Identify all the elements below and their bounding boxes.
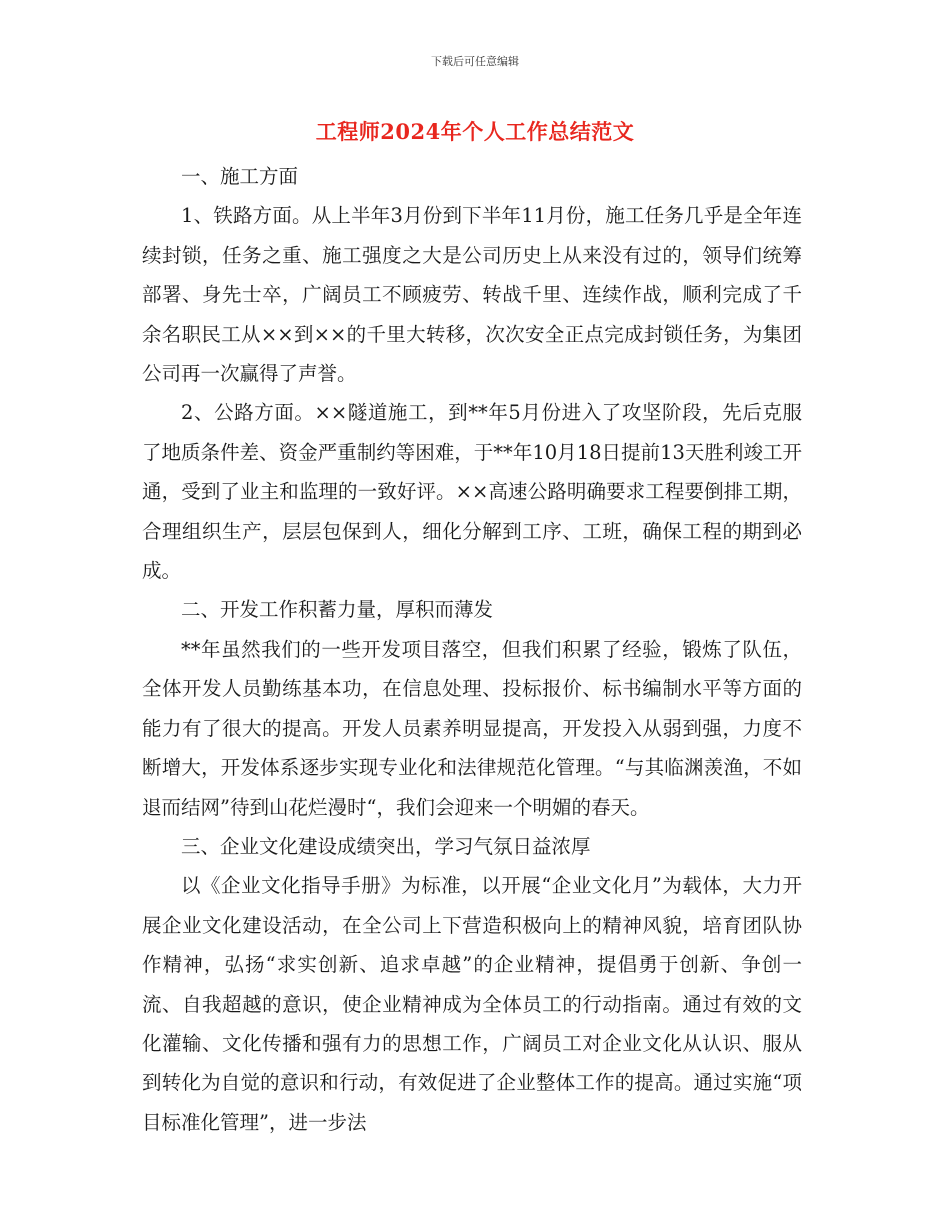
paragraph-development: **年虽然我们的一些开发项目落空，但我们积累了经验，锻炼了队伍，全体开发人员勤练基本功，在信息处理、投标报价、标书编制水平等方面的能力有了很大的提高。开发人员素养明显提高，开发投入从弱到强，力度不断增大，开发体系逐步实现专业化和法律规范化管理。“与其临渊羡渔，不如退而结网”待到山花烂漫时“，我们会迎来一个明媚的春天。 bbox=[142, 637, 802, 819]
header-note: 下载后可任意编辑 bbox=[431, 55, 519, 68]
paragraph-highway: 2、公路方面。××隧道施工，到**年5月份进入了攻坚阶段，先后克服了地质条件差、资金严重制约等困难，于**年10月18日提前13天胜利竣工开通，受到了业主和监理的一致好评。××高速公路明确要求工程要倒排工期，合理组织生产，层层包保到人，细化分解到工序、工班，确保工程的期到必成。 bbox=[142, 401, 802, 583]
section-heading-development: 二、开发工作积蓄力量，厚积而薄发 bbox=[181, 598, 494, 622]
paragraph-railway: 1、铁路方面。从上半年3月份到下半年11月份，施工任务几乎是全年连续封锁，任务之重、施工强度之大是公司历史上从来没有过的，领导们统筹部署、身先士卒，广阔员工不顾疲劳、转战千里、连续作战，顺利完成了千余名职民工从××到××的千里大转移，次次安全正点完成封锁任务，为集团公司再一次赢得了声誉。 bbox=[142, 204, 802, 386]
document-title: 工程师2024年个人工作总结范文 bbox=[315, 119, 635, 144]
document-body bbox=[142, 157, 802, 1142]
section-heading-culture: 三、企业文化建设成绩突出，学习气氛日益浓厚 bbox=[181, 834, 591, 858]
section-heading-construction: 一、施工方面 bbox=[181, 165, 299, 188]
paragraph-culture: 以《企业文化指导手册》为标准，以开展“企业文化月”为载体，大力开展企业文化建设活动，在全公司上下营造积极向上的精神风貌，培育团队协作精神，弘扬“求实创新、追求卓越”的企业精神，提倡勇于创新、争创一流、自我超越的意识，使企业精神成为全体员工的行动指南。通过有效的文化灌输、文化传播和强有力的思想工作，广阔员工对企业文化从认识、服从到转化为自觉的意识和行动，有效促进了企业整体工作的提高。通过实施“项目标准化管理”，进一步法 bbox=[142, 874, 802, 1134]
